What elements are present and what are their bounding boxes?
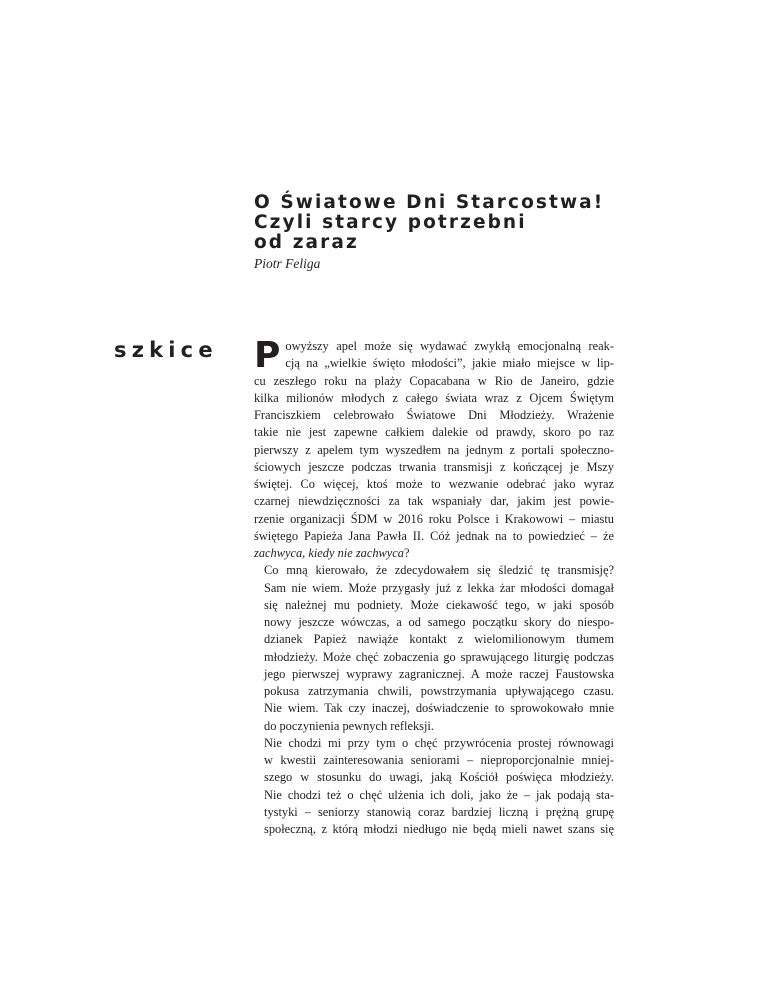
text-line: Nie wiem. Tak czy inaczej, doświadczenie to sprowokowało mnie [264,701,614,716]
text-line: świętego Papieża Jana Pawła II. Cóż jednak na to powiedzieć – że [254,528,614,543]
text-line: dzianek Papież nawiąże kontakt z wielomilionowym tłumem [264,632,614,647]
text-line: Franciszkiem celebrowało Światowe Dni Młodzieży. Wrażenie [254,408,614,422]
text-line: szego w stosunku do uwagi, jaką Kościół poświęca młodzieży. [264,770,614,785]
author-name: Piotr Feliga [254,256,321,271]
article-header [254,193,674,272]
title-line: od zaraz [254,232,359,253]
text-line: takie nie jest zapewne całkiem dalekie od prawdy, skoro po raz [254,425,614,440]
text-line: owyższy apel może się wydawać zwykłą emocjonalną reak- [285,339,614,353]
text-line: pierwszy z apelem tym wyszedłem na jednym z portali społeczno- [254,442,614,457]
text-line: tystyki – seniorzy stanowią coraz bardziej liczną i prężną grupę [264,804,614,819]
text-line: cu zeszłego roku na plaży Copacabana w Rio de Janeiro, gdzie [254,373,614,388]
drop-cap: P [254,335,281,376]
text-line: Co mną kierowało, że zdecydowałem się śledzić tę transmisję? [264,563,614,578]
text-line: się należnej mu podniety. Może ciekawość tego, w jaki sposób [264,597,614,612]
text-line [254,545,614,562]
text-line: Nie chodzi mi przy tym o chęć przywrócenia prostej równowagi [264,735,614,750]
paragraph [254,335,614,562]
text-line: rzenie organizacji ŚDM w 2016 roku Polsce i Krakowowi – miastu [254,511,614,526]
paragraph [254,735,614,839]
article-body [254,335,614,838]
article-title [254,193,674,253]
title-line: O Światowe Dni Starcostwa! [254,192,605,213]
paragraph [254,562,614,735]
text-line: w kwestii zainteresowania seniorami – nieproporcjonalnie mniej- [264,753,614,767]
text-line: pokusa zatrzymania chwili, powstrzymania upływającego czasu. [264,684,614,698]
text-line: nowy jeszcze wówczas, a od samego początku skory do niespo- [264,615,614,629]
text-line: do poczynienia pewnych refleksji. [264,718,434,733]
text-line: Nie chodzi też o chęć ulżenia ich doli, jako że – jak podają sta- [264,787,614,802]
title-line: Czyli starcy potrzebni [254,212,527,233]
punctuation: ? [404,546,410,560]
text-line: cją na „wielkie święto młodości”, jakie miało miejsce w lip- [285,356,614,371]
text-line: czarnej niewdzięczności za tak wspaniały dar, jakim jest powie- [254,494,614,509]
text-line: jego pierwszej wyprawy zagranicznej. A może raczej Faustowska [264,666,614,681]
text-line: ściowych jeszcze podczas trwania transmisji z kończącej je Mszy [254,459,614,474]
text-line: świętej. Co więcej, ktoś może to wezwanie odebrać jako wyraz [254,477,614,491]
section-label: szkice [114,338,218,362]
text-line: młodzieży. Może chęć zobaczenia go sprawującego liturgię podczas [264,649,614,664]
text-line: kilka milionów młodych z całego świata wraz z Ojcem Świętym [254,390,614,405]
text-line: społeczną, z którą młodzi niedługo nie będą mieli nawet szans się [264,822,614,836]
text-line: Sam nie wiem. Może przygasły już z lekka żar młodości domagał [264,580,614,595]
italic-phrase: zachwyca, kiedy nie zachwyca [254,546,405,560]
